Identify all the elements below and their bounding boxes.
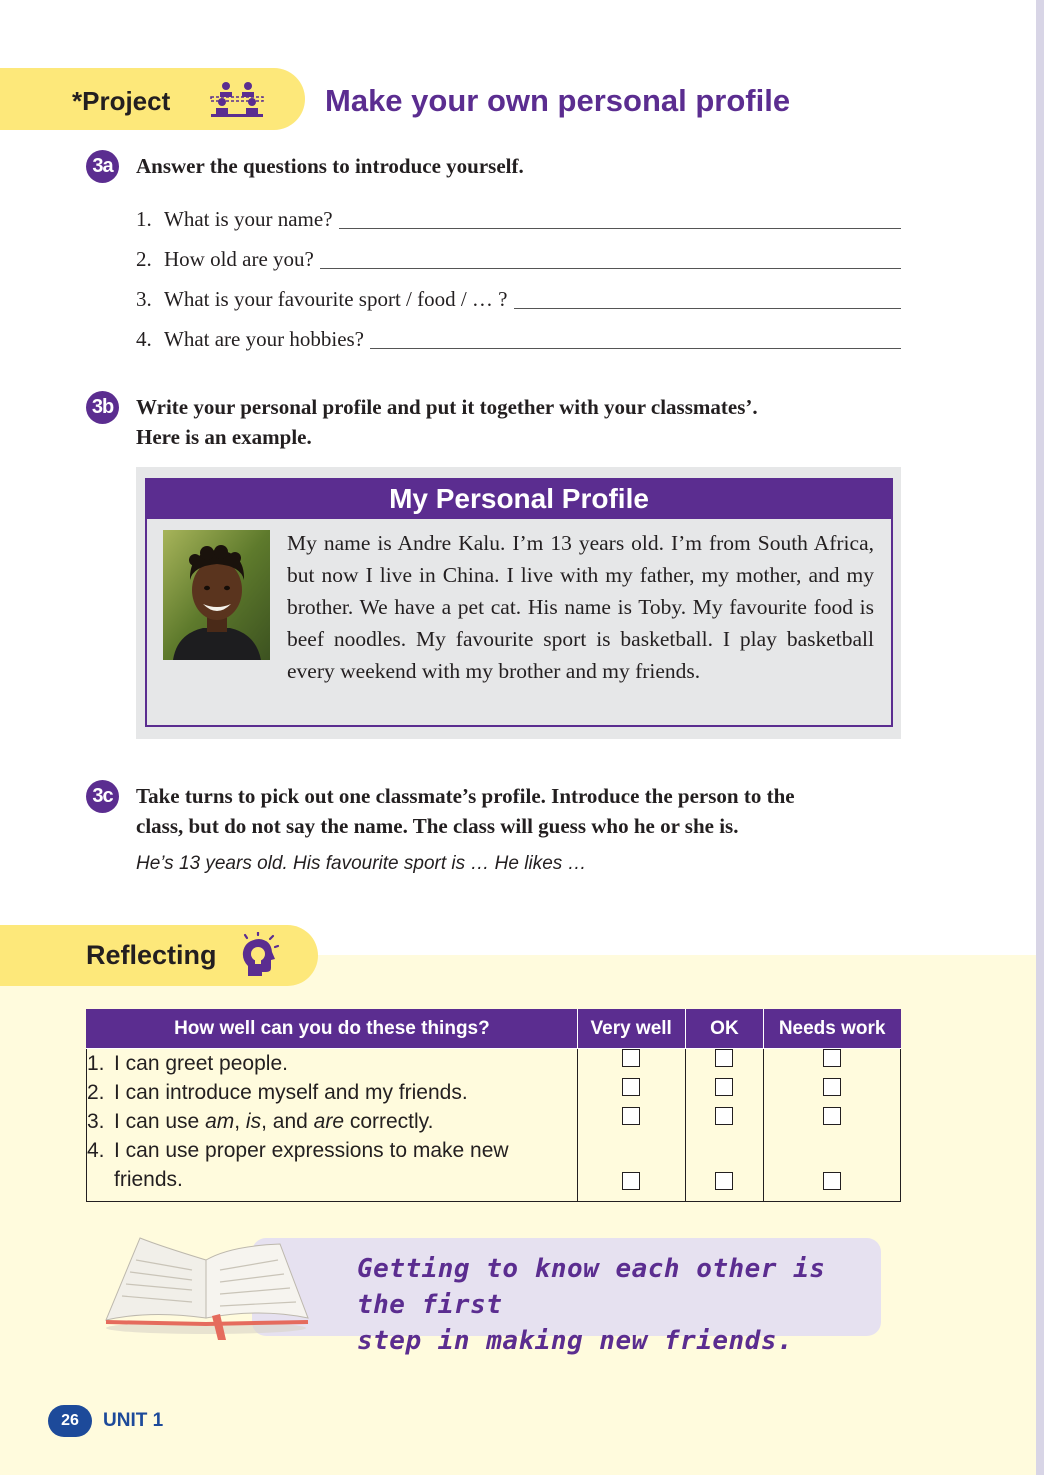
skill-item xyxy=(87,1136,577,1194)
checkbox-ok[interactable] xyxy=(715,1107,733,1125)
skill-text xyxy=(114,1107,433,1136)
reflecting-label: Reflecting xyxy=(86,940,217,970)
skill-number: 3. xyxy=(87,1110,105,1133)
question-row xyxy=(136,282,901,312)
very-well-column xyxy=(577,1049,685,1202)
checkbox-very-well[interactable] xyxy=(622,1172,640,1190)
answer-line[interactable] xyxy=(320,268,901,269)
checkbox-needs-work[interactable] xyxy=(823,1172,841,1190)
header-skills: How well can you do these things? xyxy=(87,1010,578,1049)
question-text: How old are you? xyxy=(164,247,314,271)
skill-item xyxy=(87,1107,577,1136)
badge-3c: 3c xyxy=(86,780,119,813)
page-edge xyxy=(1036,0,1044,1475)
badge-3b: 3b xyxy=(86,391,119,424)
quote-text xyxy=(357,1251,857,1359)
instruction-3b-line2: Here is an example. xyxy=(136,425,312,449)
skill-item xyxy=(87,1078,577,1107)
unit-label: UNIT 1 xyxy=(103,1410,164,1431)
skills-list xyxy=(87,1049,578,1202)
checkbox-needs-work[interactable] xyxy=(823,1078,841,1096)
group-work-icon xyxy=(208,80,266,120)
question-row xyxy=(136,322,901,352)
answer-line[interactable] xyxy=(339,228,901,229)
question-number: 3. xyxy=(136,287,152,311)
instruction-3c-line2: class, but do not say the name. The class will guess who he or she is. xyxy=(136,814,739,838)
skill-text: I can use proper expressions to make new friends. xyxy=(114,1139,509,1191)
skill-text-emphasis: are xyxy=(313,1110,344,1133)
instruction-3b-line1: Write your personal profile and put it together with your classmates’. xyxy=(136,395,758,419)
page-number: 26 xyxy=(48,1405,92,1437)
checkbox-needs-work[interactable] xyxy=(823,1049,841,1067)
checkbox-ok[interactable] xyxy=(715,1172,733,1190)
skill-text: I can greet people. xyxy=(114,1052,288,1075)
project-label: *Project xyxy=(72,86,171,116)
skill-number: 2. xyxy=(87,1081,105,1104)
skill-item xyxy=(87,1049,577,1078)
open-book-icon xyxy=(100,1232,312,1344)
ok-column xyxy=(685,1049,764,1202)
question-text: What is your name? xyxy=(164,207,333,231)
answer-line[interactable] xyxy=(514,308,901,309)
lightbulb-head-icon xyxy=(240,932,280,978)
skill-text-part: , xyxy=(234,1110,246,1133)
quote-line-1: Getting to know each other is the first xyxy=(357,1254,826,1320)
profile-card-title: My Personal Profile xyxy=(145,478,893,519)
answer-line[interactable] xyxy=(370,348,901,349)
table-header-row xyxy=(87,1010,901,1049)
profile-text: My name is Andre Kalu. I’m 13 years old. I’m from South Africa, but now I live in China. I live with my father, my mother, and my brother. We have a pet cat. His name is Toby. My favourite food is beef noodles. My favourite sport is basketball. I play basketball every weekend with my brother and my friends. xyxy=(287,531,874,683)
skill-number: 1. xyxy=(87,1052,105,1075)
question-row xyxy=(136,242,901,272)
skill-text-part: , and xyxy=(261,1110,314,1133)
header-very-well: Very well xyxy=(577,1010,685,1049)
header-ok: OK xyxy=(685,1010,764,1049)
skill-text-part: correctly. xyxy=(344,1110,434,1133)
question-text: What are your hobbies? xyxy=(164,327,365,351)
badge-3a: 3a xyxy=(86,150,119,183)
table-body-row xyxy=(87,1049,901,1202)
checkbox-ok[interactable] xyxy=(715,1049,733,1067)
skill-text-emphasis: is xyxy=(245,1110,262,1133)
question-number: 1. xyxy=(136,207,152,231)
skill-text-emphasis: am xyxy=(205,1110,235,1133)
instruction-3c-line1: Take turns to pick out one classmate’s profile. Introduce the person to the xyxy=(136,784,795,808)
checkbox-very-well[interactable] xyxy=(622,1049,640,1067)
question-number: 4. xyxy=(136,327,152,351)
header-needs-work: Needs work xyxy=(764,1010,901,1049)
instruction-3a: Answer the questions to introduce yourself. xyxy=(136,154,524,178)
question-row xyxy=(136,202,901,232)
checkbox-ok[interactable] xyxy=(715,1078,733,1096)
skill-number: 4. xyxy=(87,1139,105,1162)
skill-text: I can introduce myself and my friends. xyxy=(114,1081,468,1104)
project-title: Make your own personal profile xyxy=(325,83,791,118)
skill-text-part: I can use xyxy=(114,1110,206,1133)
example-sentence: He’s 13 years old. His favourite sport is … He likes … xyxy=(136,853,587,874)
profile-photo xyxy=(163,530,270,660)
quote-line-2: step in making new friends. xyxy=(357,1326,794,1356)
question-number: 2. xyxy=(136,247,152,271)
needs-work-column xyxy=(764,1049,901,1202)
question-text: What is your favourite sport / food / … ? xyxy=(164,287,508,311)
self-assessment-table xyxy=(86,1009,901,1202)
checkbox-very-well[interactable] xyxy=(622,1078,640,1096)
checkbox-needs-work[interactable] xyxy=(823,1107,841,1125)
checkbox-very-well[interactable] xyxy=(622,1107,640,1125)
